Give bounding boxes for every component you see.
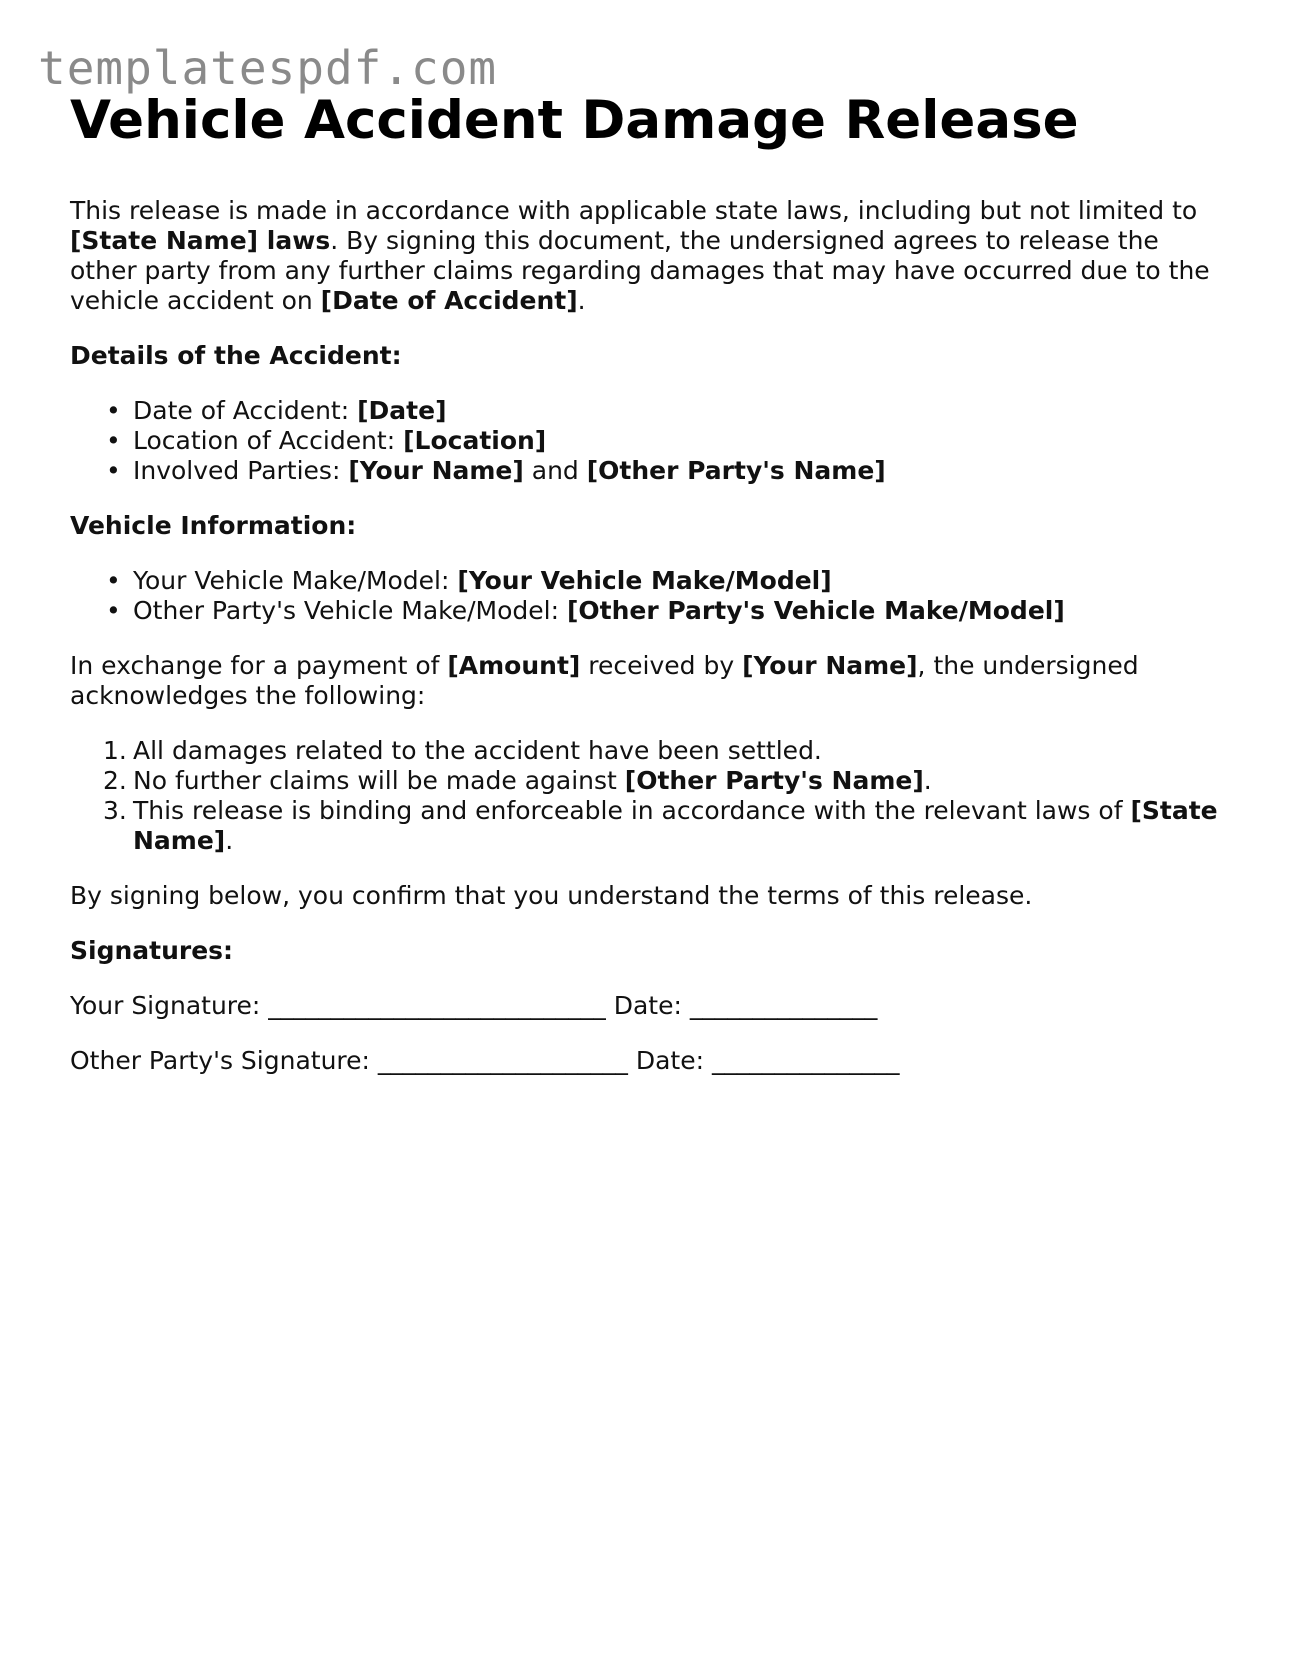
your-signature-line[interactable]: Your Signature: ___________________________ Date: _______________ xyxy=(70,991,878,1020)
intro-text-2: . By signing this document, the undersigned agrees to release the other party from any further claims regarding damages that may have occurred due to the vehicle accident on xyxy=(70,226,1210,315)
intro-text-3: . xyxy=(577,286,586,315)
payment-recipient: [Your Name] xyxy=(742,651,918,680)
list-item: • Other Party's Vehicle Make/Model: [Other Party's Vehicle Make/Model] xyxy=(70,596,1220,626)
document-title: Vehicle Accident Damage Release xyxy=(70,90,1079,151)
acknowledgement-list xyxy=(70,736,1220,856)
watermark: templatespdf.com xyxy=(38,41,498,95)
payment-amount: [Amount] xyxy=(447,651,581,680)
intro-state-name: [State Name] laws xyxy=(70,226,331,255)
vehicle-heading: Vehicle Information: xyxy=(70,511,357,540)
intro-text-1: This release is made in accordance with applicable state laws, including but not limited to xyxy=(70,196,1198,225)
vehicle-list xyxy=(70,566,1220,626)
intro-paragraph xyxy=(70,196,1220,316)
list-item: • Involved Parties: [Your Name] and [Other Party's Name] xyxy=(70,456,1220,486)
payment-paragraph: In exchange for a payment of [Amount] received by [Your Name], the undersigned acknowledges the following: xyxy=(70,651,1139,710)
list-item: 1. All damages related to the accident have been settled. xyxy=(103,736,822,765)
details-list xyxy=(70,396,1220,486)
intro-date-of-accident: [Date of Accident] xyxy=(320,286,578,315)
signatures-heading: Signatures: xyxy=(70,936,234,965)
list-item: • Date of Accident: [Date] xyxy=(70,396,1220,426)
list-item: • Your Vehicle Make/Model: [Your Vehicle Make/Model] xyxy=(70,566,1220,596)
details-heading: Details of the Accident: xyxy=(70,341,402,370)
confirmation-paragraph: By signing below, you confirm that you understand the terms of this release. xyxy=(70,881,1033,910)
list-item: 3. This release is binding and enforceable in accordance with the relevant laws of [State Name]. xyxy=(103,796,1218,855)
list-item: • Location of Accident: [Location] xyxy=(70,426,1220,456)
other-party-signature-line[interactable]: Other Party's Signature: ____________________ Date: _______________ xyxy=(70,1046,900,1075)
list-item: 2. No further claims will be made against [Other Party's Name]. xyxy=(103,766,932,795)
document-page xyxy=(70,86,1220,1076)
